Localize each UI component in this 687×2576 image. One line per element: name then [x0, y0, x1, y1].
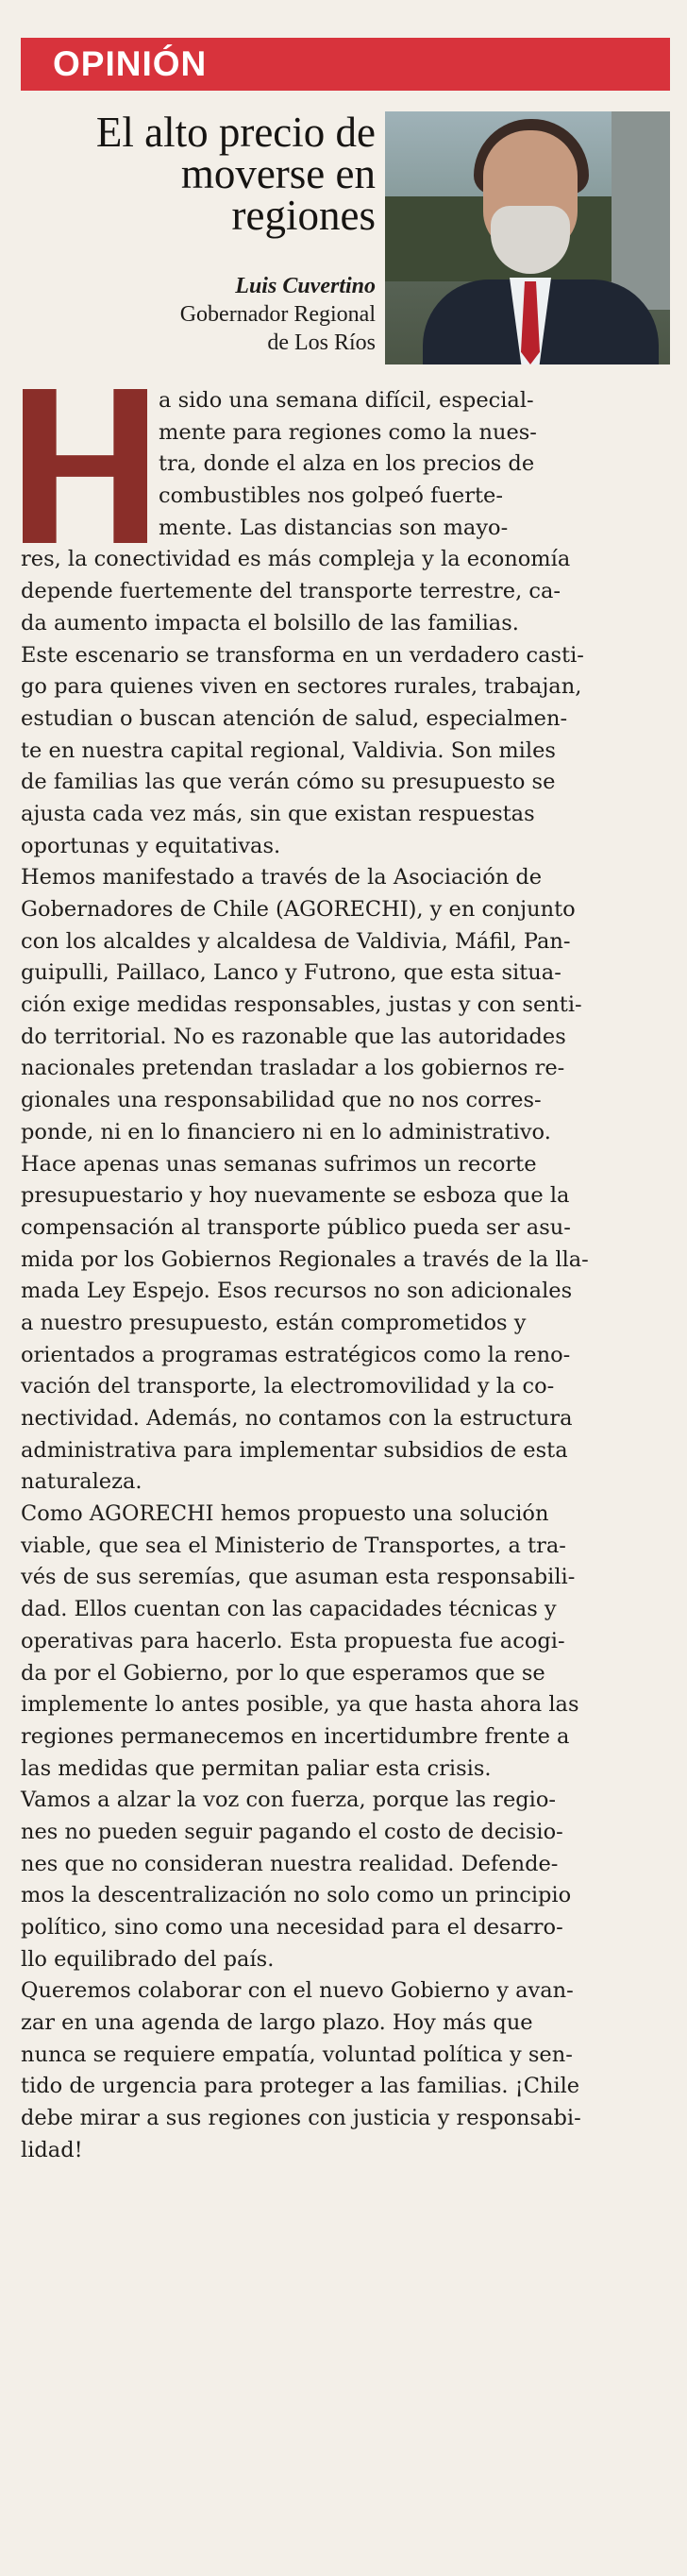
body-line: ción exige medidas responsables, justas y con senti- — [21, 992, 582, 1018]
body-line: ponde, ni en lo financiero ni en lo administrativo. — [21, 1119, 551, 1144]
author-role: Gobernador Regional — [179, 302, 376, 327]
body-line: vés de sus seremías, que asuman esta responsabili- — [21, 1565, 576, 1590]
body-line: Hemos manifestado a través de la Asociación de — [21, 865, 543, 890]
body-line: Como AGORECHI hemos propuesto una solución — [21, 1501, 549, 1527]
body-line: ajusta cada vez más, sin que existan respuestas — [21, 801, 535, 826]
body-line: implemente lo antes posible, ya que hasta ahora las — [21, 1692, 579, 1718]
body-line: a sido una semana difícil, especial- — [159, 388, 534, 413]
author-name: Luis Cuvertino — [235, 274, 376, 298]
body-line: lidad! — [21, 2137, 83, 2162]
body-line: con los alcaldes y alcaldesa de Valdivia, Máfil, Pan- — [21, 928, 571, 954]
body-line: de familias las que verán cómo su presupuesto se — [21, 770, 556, 795]
body-line: debe mirar a sus regiones con justicia y responsabi- — [21, 2106, 581, 2131]
body-line: Gobernadores de Chile (AGORECHI), y en conjunto — [21, 897, 576, 922]
body-line: mada Ley Espejo. Esos recursos no son adicionales — [21, 1279, 573, 1304]
body-line: oportunas y equitativas. — [21, 833, 281, 858]
body-line: mente. Las distancias son mayo- — [159, 515, 509, 540]
body-line: nes que no consideran nuestra realidad. Defende- — [21, 1851, 559, 1876]
body-line: da por el Gobierno, por lo que esperamos que se — [21, 1660, 545, 1686]
title-line: El alto precio de — [95, 109, 376, 156]
author-block — [92, 272, 376, 357]
body-line: tido de urgencia para proteger a las familias. ¡Chile — [21, 2074, 580, 2099]
body-line: administrativa para implementar subsidios de esta — [21, 1437, 568, 1463]
body-line: Hace apenas unas semanas sufrimos un recorte — [21, 1151, 537, 1177]
section-bar — [21, 38, 670, 91]
body-line: nacionales pretendan trasladar a los gobiernos re- — [21, 1056, 565, 1081]
body-line: vación del transporte, la electromovilidad y la co- — [21, 1374, 555, 1399]
body-line: llo equilibrado del país. — [21, 1946, 275, 1972]
body-line: depende fuertemente del transporte terrestre, ca- — [21, 579, 561, 604]
body-line: las medidas que permitan paliar esta crisis. — [21, 1755, 492, 1781]
body-line: nunca se requiere empatía, voluntad política y sen- — [21, 2042, 573, 2067]
body-line: orientados a programas estratégicos como la reno- — [21, 1342, 571, 1367]
body-line: guipulli, Paillaco, Lanco y Futrono, que esta situa- — [21, 960, 561, 986]
body-line: dad. Ellos cuentan con las capacidades técnicas y — [21, 1597, 557, 1622]
body-line: tra, donde el alza en los precios de — [159, 451, 535, 477]
body-line: operativas para hacerlo. Esta propuesta fue acogi- — [21, 1628, 565, 1653]
body-line: da aumento impacta el bolsillo de las familias. — [21, 610, 519, 636]
body-line: Vamos a alzar la voz con fuerza, porque las regio- — [21, 1788, 557, 1813]
body-line: presupuestario y hoy nuevamente se esboza que la — [21, 1183, 570, 1209]
body-line: combustibles nos golpeó fuerte- — [159, 483, 503, 509]
article-title — [92, 109, 376, 239]
body-line: zar en una agenda de largo plazo. Hoy más que — [21, 2010, 533, 2036]
author-role: de Los Ríos — [267, 330, 376, 355]
article-body — [21, 385, 668, 2167]
body-line: a nuestro presupuesto, están comprometidos y — [21, 1310, 527, 1335]
body-line: res, la conectividad es más compleja y la economía — [21, 547, 571, 572]
body-line: mente para regiones como la nues- — [159, 419, 537, 445]
section-label: OPINIÓN — [53, 44, 208, 83]
body-line: Queremos colaborar con el nuevo Gobierno y avan- — [21, 1978, 574, 2004]
author-photo — [385, 111, 670, 364]
body-line: go para quienes viven en sectores rurales, trabajan, — [21, 674, 582, 700]
body-line: político, sino como una necesidad para el desarro- — [21, 1915, 563, 1940]
body-line: estudian o buscan atención de salud, especialmen- — [21, 705, 568, 731]
body-line: nes no pueden seguir pagando el costo de decisio- — [21, 1819, 563, 1844]
body-line: te en nuestra capital regional, Valdivia. Son miles — [21, 737, 556, 763]
body-line: viable, que sea el Ministerio de Transportes, a tra- — [21, 1533, 566, 1558]
title-line: moverse en — [180, 150, 376, 197]
body-line: mida por los Gobiernos Regionales a través de la lla- — [21, 1246, 589, 1272]
body-line: nectividad. Además, no contamos con la estructura — [21, 1406, 573, 1431]
body-line: gionales una responsabilidad que no nos corres- — [21, 1088, 542, 1113]
body-line: compensación al transporte público pueda ser asu- — [21, 1214, 571, 1240]
body-line: mos la descentralización no solo como un principio — [21, 1883, 572, 1908]
photo-building — [612, 111, 670, 310]
body-line: Este escenario se transforma en un verdadero casti- — [21, 642, 584, 668]
title-line: regiones — [231, 192, 376, 239]
body-line: regiones permanecemos en incertidumbre frente a — [21, 1723, 570, 1749]
body-line: do territorial. No es razonable que las autoridades — [21, 1024, 566, 1049]
body-line: naturaleza. — [21, 1469, 142, 1495]
